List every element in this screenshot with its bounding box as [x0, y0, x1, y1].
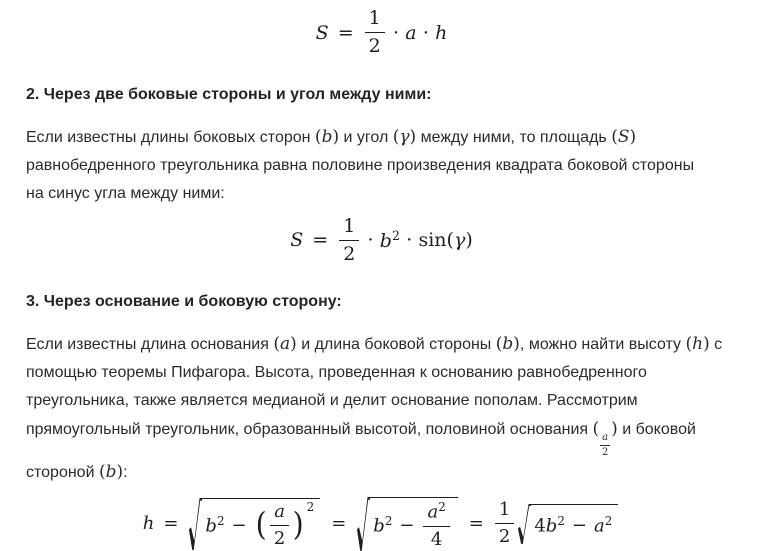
- paragraph-text: и боковой: [617, 421, 696, 439]
- fraction-a2-over-4: [423, 501, 449, 550]
- paragraph-text: , можно найти высоту: [519, 336, 686, 354]
- section-2-heading: 2. Через две боковые стороны и угол между ними:: [26, 85, 432, 103]
- math-var-b: b: [205, 515, 217, 537]
- math-paren: (: [446, 229, 454, 252]
- superscript-2: 2: [391, 228, 400, 244]
- sqrt-radical-icon: [189, 498, 202, 550]
- inline-math-paren: ): [611, 419, 618, 440]
- math-var-b: b: [379, 230, 392, 253]
- fraction-numerator: 1: [339, 216, 359, 241]
- fraction-denominator: 2: [368, 35, 381, 58]
- cdot-operator: ⋅: [405, 229, 413, 252]
- math-var-a: a: [427, 501, 439, 523]
- fraction-denominator: 4: [430, 528, 443, 550]
- inline-math-paren: (: [392, 126, 400, 147]
- fraction-denominator: 2: [343, 242, 356, 265]
- math-paren-tall: (: [255, 506, 267, 543]
- math-term-sin-gamma: [418, 229, 472, 251]
- inline-math-var-a: a: [279, 334, 291, 355]
- superscript-2: 2: [216, 514, 225, 529]
- fraction-one-half: [339, 216, 359, 266]
- paragraph-text: Если известны длина основания: [26, 336, 274, 354]
- paragraph-text: помощью теоремы Пифагора. Высота, проведенная к основанию равнобедренного: [26, 364, 647, 382]
- math-var-a: a: [405, 21, 417, 44]
- inline-math-paren: (: [495, 334, 503, 355]
- fraction-denominator: 2: [273, 527, 286, 549]
- fraction-numerator: 1: [495, 500, 514, 524]
- paragraph-text: на синус угла между ними:: [26, 184, 225, 202]
- paragraph-text: прямоугольный треугольник, образованный высотой, половиной основания: [26, 421, 593, 439]
- math-term-b-squared: [205, 514, 224, 537]
- inline-math-var-b: b: [321, 126, 333, 147]
- fraction-one-half: [495, 500, 514, 547]
- inline-math-paren: (: [273, 334, 280, 355]
- paragraph-text: между ними, то площадь: [416, 128, 612, 146]
- minus-sign: −: [571, 514, 587, 536]
- paragraph-text: Если известны длины боковых сторон: [26, 128, 315, 146]
- math-paren-tall: ): [292, 506, 305, 543]
- math-var-h: h: [435, 21, 448, 44]
- math-num-4: 4: [534, 515, 546, 537]
- formula-area-base-height: [26, 8, 737, 58]
- equals-sign: =: [337, 21, 354, 44]
- inline-math-paren: ): [513, 334, 520, 355]
- math-term-b-squared: [380, 228, 400, 252]
- inline-math-paren: ): [290, 334, 297, 355]
- fraction-numerator: 1: [365, 8, 385, 33]
- radicand: [370, 497, 457, 551]
- inline-math-paren: (: [685, 334, 693, 355]
- text-line: [26, 458, 737, 487]
- inline-math-var-S: S: [617, 126, 630, 147]
- inline-math-paren: ): [629, 126, 637, 147]
- text-line: [26, 387, 737, 415]
- formula-area-sides-angle: [26, 216, 737, 266]
- math-term-b-squared: [373, 514, 392, 537]
- equals-sign: =: [163, 513, 179, 535]
- inline-math-paren: (: [611, 126, 618, 147]
- text-line: [26, 359, 737, 387]
- math-term-a-squared: [594, 514, 612, 537]
- section-3-paragraph: [26, 330, 737, 487]
- minus-sign: −: [231, 514, 247, 536]
- inline-fraction-a-over-2: [600, 432, 610, 458]
- fraction-numerator: a: [600, 432, 610, 446]
- sqrt-term-2: [357, 497, 457, 551]
- equals-sign: =: [468, 513, 484, 535]
- section-3-heading: 3. Через основание и боковую сторону:: [26, 293, 342, 311]
- sqrt-term-3: [518, 504, 618, 545]
- section-2-paragraph: [26, 123, 737, 208]
- radicand: [531, 504, 618, 545]
- cdot-operator: ⋅: [367, 229, 374, 252]
- text-line: [26, 123, 737, 152]
- math-var-gamma: γ: [453, 229, 466, 252]
- sqrt-term-1: [189, 498, 320, 550]
- superscript-2: 2: [306, 499, 315, 514]
- math-var-S: S: [315, 21, 329, 44]
- math-term-4b-squared: [534, 514, 565, 537]
- fraction-denominator: 2: [601, 446, 609, 458]
- sqrt-radical-icon: [518, 504, 531, 545]
- paragraph-text: :: [123, 464, 128, 482]
- cdot-operator: ⋅: [392, 21, 400, 44]
- math-var-S: S: [290, 229, 304, 252]
- paragraph-text: с: [709, 336, 723, 354]
- fraction-one-half: [365, 8, 385, 58]
- text-line: [26, 180, 737, 208]
- fraction-a-over-2: [270, 502, 289, 549]
- paragraph-text: и угол: [339, 128, 393, 146]
- paragraph-text: равнобедренного треугольника равна половине произведения квадрата боковой стороны: [26, 156, 695, 174]
- math-var-h: h: [142, 513, 155, 535]
- paragraph-text: треугольника, также является медианой и делит основание пополам. Рассмотрим: [26, 392, 638, 410]
- equals-sign: =: [312, 229, 329, 252]
- inline-math-paren: ): [703, 334, 710, 355]
- formula-height-pythagoras: [26, 497, 737, 551]
- inline-math-paren: ): [116, 462, 124, 483]
- inline-math-var-b: b: [105, 462, 117, 483]
- paragraph-text: и длина боковой стороны: [296, 336, 496, 354]
- inline-math-paren: (: [98, 462, 106, 483]
- fraction-denominator: 2: [498, 526, 511, 548]
- sqrt-radical-icon: [357, 497, 370, 551]
- inline-math-paren: ): [332, 126, 340, 147]
- inline-math-paren: (: [314, 126, 322, 147]
- inline-math-var-b: b: [502, 334, 514, 355]
- superscript-2: 2: [438, 500, 446, 515]
- text-line: [26, 330, 737, 359]
- superscript-2: 2: [384, 514, 393, 529]
- superscript-2: 2: [604, 514, 613, 529]
- inline-math-var-gamma: γ: [399, 126, 410, 147]
- math-paren: ): [465, 229, 473, 252]
- minus-sign: −: [399, 514, 415, 536]
- radicand: [202, 498, 320, 550]
- math-var-b: b: [373, 515, 385, 537]
- inline-math-paren: ): [409, 126, 417, 147]
- fraction-numerator: a: [270, 502, 289, 526]
- inline-math-paren: (: [592, 419, 600, 440]
- text-line: [26, 415, 737, 458]
- math-var-a: a: [593, 515, 605, 537]
- math-var-b: b: [545, 515, 558, 537]
- equals-sign: =: [331, 513, 347, 535]
- fraction-numerator: [423, 501, 449, 527]
- paragraph-text: стороной: [26, 464, 99, 482]
- sin-function: sin: [418, 229, 447, 252]
- inline-math-var-h: h: [692, 334, 704, 355]
- superscript-2: 2: [557, 514, 565, 529]
- text-line: [26, 152, 737, 180]
- cdot-operator: ⋅: [422, 21, 430, 44]
